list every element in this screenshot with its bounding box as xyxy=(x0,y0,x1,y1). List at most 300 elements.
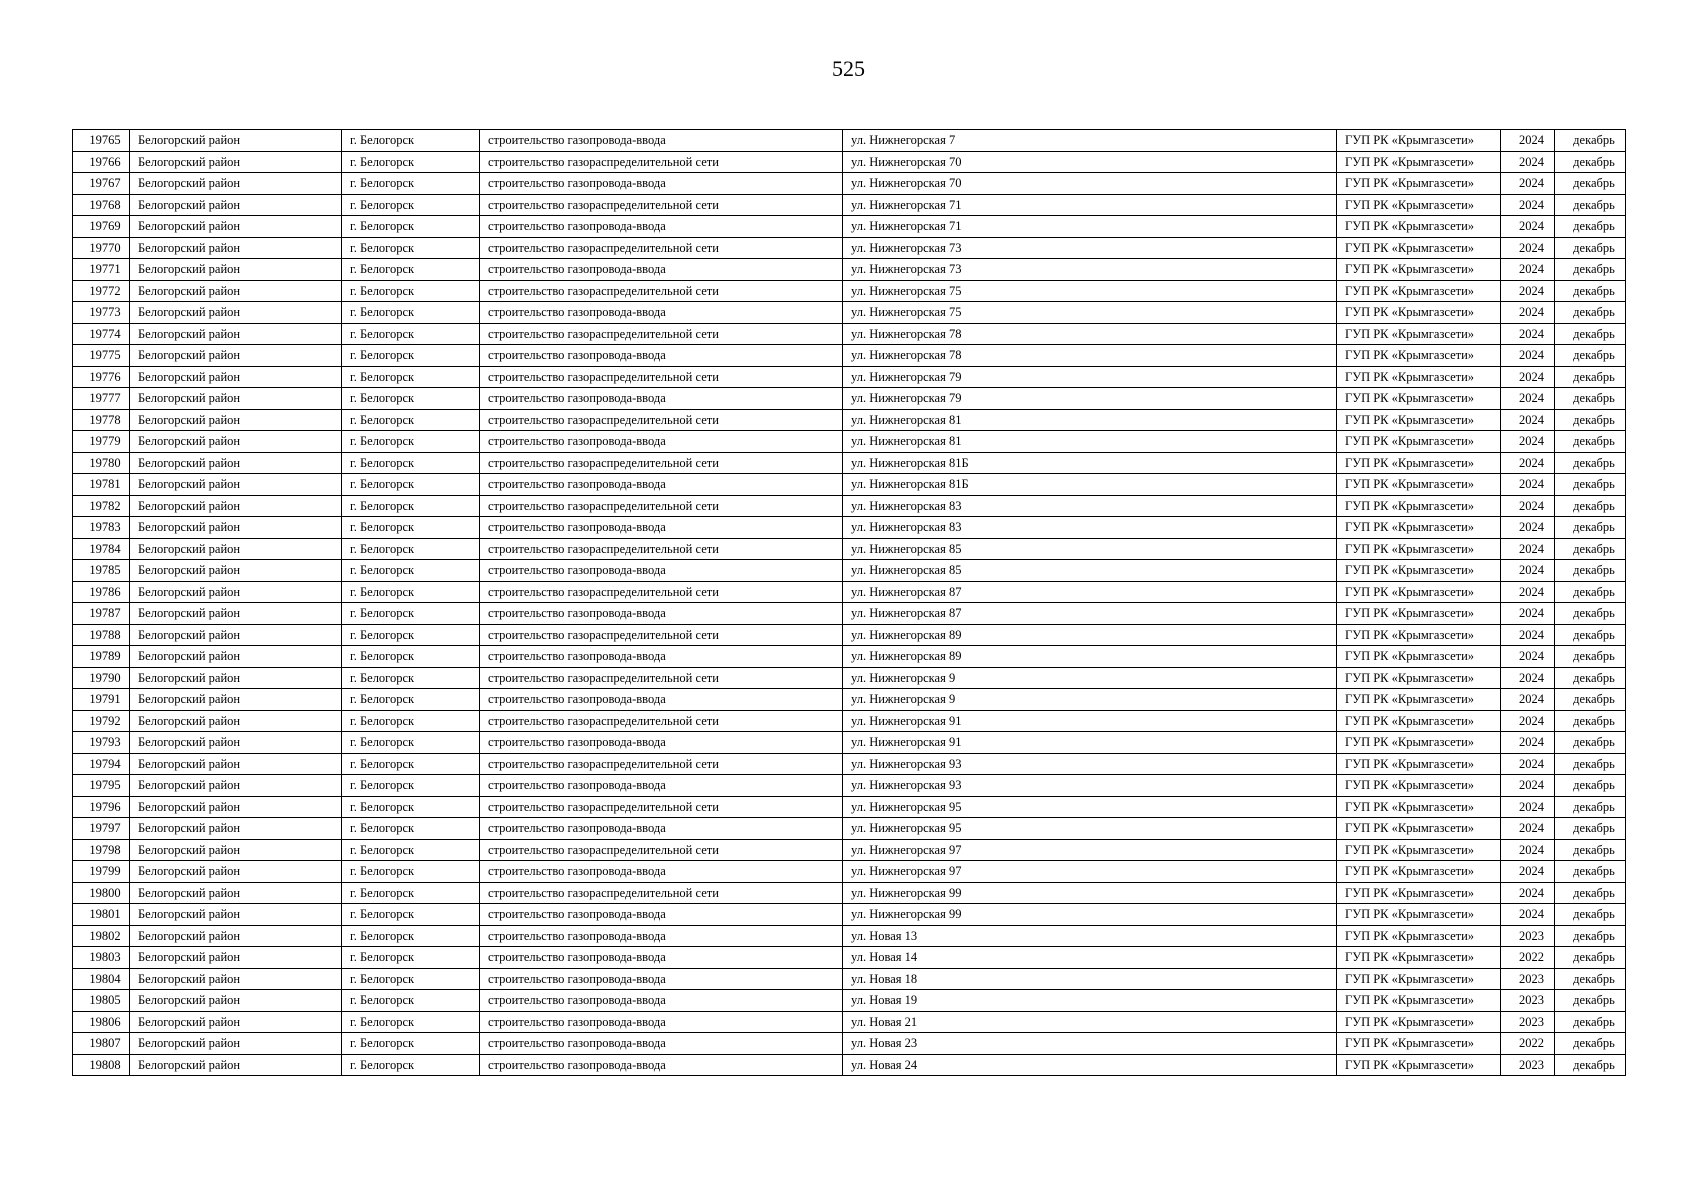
cell-year: 2024 xyxy=(1501,710,1555,732)
cell-row-number: 19800 xyxy=(73,882,130,904)
cell-organization: ГУП РК «Крымгазсети» xyxy=(1337,753,1501,775)
table-row xyxy=(73,280,1626,302)
cell-month: декабрь xyxy=(1555,474,1626,496)
cell-address: ул. Нижнегорская 78 xyxy=(843,345,1337,367)
cell-work-type: строительство газопровода-ввода xyxy=(480,259,843,281)
cell-address: ул. Нижнегорская 87 xyxy=(843,581,1337,603)
cell-month: декабрь xyxy=(1555,216,1626,238)
cell-organization: ГУП РК «Крымгазсети» xyxy=(1337,646,1501,668)
cell-work-type: строительство газораспределительной сети xyxy=(480,624,843,646)
cell-row-number: 19798 xyxy=(73,839,130,861)
cell-row-number: 19779 xyxy=(73,431,130,453)
page-number: 525 xyxy=(832,56,865,81)
cell-work-type: строительство газопровода-ввода xyxy=(480,560,843,582)
table-row xyxy=(73,495,1626,517)
cell-year: 2024 xyxy=(1501,861,1555,883)
cell-district: Белогорский район xyxy=(130,1011,342,1033)
cell-settlement: г. Белогорск xyxy=(342,581,480,603)
cell-settlement: г. Белогорск xyxy=(342,345,480,367)
table-row xyxy=(73,646,1626,668)
table-row xyxy=(73,624,1626,646)
cell-district: Белогорский район xyxy=(130,581,342,603)
cell-year: 2023 xyxy=(1501,1011,1555,1033)
cell-district: Белогорский район xyxy=(130,775,342,797)
cell-address: ул. Нижнегорская 99 xyxy=(843,882,1337,904)
cell-settlement: г. Белогорск xyxy=(342,302,480,324)
cell-work-type: строительство газопровода-ввода xyxy=(480,968,843,990)
cell-settlement: г. Белогорск xyxy=(342,452,480,474)
cell-district: Белогорский район xyxy=(130,259,342,281)
cell-row-number: 19799 xyxy=(73,861,130,883)
cell-settlement: г. Белогорск xyxy=(342,667,480,689)
table-row xyxy=(73,517,1626,539)
cell-settlement: г. Белогорск xyxy=(342,194,480,216)
cell-month: декабрь xyxy=(1555,904,1626,926)
cell-work-type: строительство газораспределительной сети xyxy=(480,581,843,603)
cell-organization: ГУП РК «Крымгазсети» xyxy=(1337,818,1501,840)
cell-district: Белогорский район xyxy=(130,904,342,926)
cell-year: 2024 xyxy=(1501,667,1555,689)
cell-year: 2024 xyxy=(1501,882,1555,904)
cell-month: декабрь xyxy=(1555,624,1626,646)
cell-row-number: 19767 xyxy=(73,173,130,195)
cell-work-type: строительство газопровода-ввода xyxy=(480,130,843,152)
cell-district: Белогорский район xyxy=(130,818,342,840)
cell-organization: ГУП РК «Крымгазсети» xyxy=(1337,280,1501,302)
cell-month: декабрь xyxy=(1555,366,1626,388)
cell-row-number: 19794 xyxy=(73,753,130,775)
cell-address: ул. Нижнегорская 93 xyxy=(843,775,1337,797)
cell-work-type: строительство газопровода-ввода xyxy=(480,925,843,947)
cell-organization: ГУП РК «Крымгазсети» xyxy=(1337,968,1501,990)
cell-organization: ГУП РК «Крымгазсети» xyxy=(1337,517,1501,539)
cell-year: 2024 xyxy=(1501,194,1555,216)
cell-work-type: строительство газопровода-ввода xyxy=(480,947,843,969)
cell-month: декабрь xyxy=(1555,839,1626,861)
cell-address: ул. Нижнегорская 79 xyxy=(843,366,1337,388)
cell-district: Белогорский район xyxy=(130,216,342,238)
cell-row-number: 19771 xyxy=(73,259,130,281)
table-row xyxy=(73,753,1626,775)
cell-row-number: 19770 xyxy=(73,237,130,259)
cell-row-number: 19803 xyxy=(73,947,130,969)
cell-row-number: 19787 xyxy=(73,603,130,625)
cell-address: ул. Нижнегорская 81Б xyxy=(843,474,1337,496)
cell-settlement: г. Белогорск xyxy=(342,689,480,711)
cell-organization: ГУП РК «Крымгазсети» xyxy=(1337,560,1501,582)
cell-organization: ГУП РК «Крымгазсети» xyxy=(1337,581,1501,603)
cell-district: Белогорский район xyxy=(130,474,342,496)
cell-organization: ГУП РК «Крымгазсети» xyxy=(1337,904,1501,926)
cell-settlement: г. Белогорск xyxy=(342,624,480,646)
cell-month: декабрь xyxy=(1555,323,1626,345)
cell-organization: ГУП РК «Крымгазсети» xyxy=(1337,130,1501,152)
cell-month: декабрь xyxy=(1555,968,1626,990)
cell-row-number: 19765 xyxy=(73,130,130,152)
cell-district: Белогорский район xyxy=(130,452,342,474)
cell-row-number: 19782 xyxy=(73,495,130,517)
cell-settlement: г. Белогорск xyxy=(342,130,480,152)
cell-settlement: г. Белогорск xyxy=(342,517,480,539)
cell-settlement: г. Белогорск xyxy=(342,388,480,410)
cell-work-type: строительство газораспределительной сети xyxy=(480,194,843,216)
cell-month: декабрь xyxy=(1555,646,1626,668)
cell-organization: ГУП РК «Крымгазсети» xyxy=(1337,710,1501,732)
cell-district: Белогорский район xyxy=(130,732,342,754)
cell-address: ул. Нижнегорская 75 xyxy=(843,280,1337,302)
cell-district: Белогорский район xyxy=(130,366,342,388)
cell-address: ул. Нижнегорская 7 xyxy=(843,130,1337,152)
cell-settlement: г. Белогорск xyxy=(342,431,480,453)
cell-year: 2024 xyxy=(1501,323,1555,345)
cell-organization: ГУП РК «Крымгазсети» xyxy=(1337,259,1501,281)
cell-address: ул. Нижнегорская 70 xyxy=(843,151,1337,173)
cell-organization: ГУП РК «Крымгазсети» xyxy=(1337,603,1501,625)
cell-month: декабрь xyxy=(1555,452,1626,474)
cell-organization: ГУП РК «Крымгазсети» xyxy=(1337,1033,1501,1055)
cell-month: декабрь xyxy=(1555,775,1626,797)
cell-month: декабрь xyxy=(1555,302,1626,324)
cell-settlement: г. Белогорск xyxy=(342,775,480,797)
cell-district: Белогорский район xyxy=(130,409,342,431)
cell-year: 2024 xyxy=(1501,775,1555,797)
cell-organization: ГУП РК «Крымгазсети» xyxy=(1337,345,1501,367)
table-row xyxy=(73,173,1626,195)
cell-work-type: строительство газопровода-ввода xyxy=(480,216,843,238)
cell-district: Белогорский район xyxy=(130,538,342,560)
cell-row-number: 19805 xyxy=(73,990,130,1012)
cell-settlement: г. Белогорск xyxy=(342,990,480,1012)
cell-organization: ГУП РК «Крымгазсети» xyxy=(1337,452,1501,474)
cell-settlement: г. Белогорск xyxy=(342,646,480,668)
cell-settlement: г. Белогорск xyxy=(342,968,480,990)
cell-organization: ГУП РК «Крымгазсети» xyxy=(1337,388,1501,410)
table-row xyxy=(73,710,1626,732)
cell-row-number: 19791 xyxy=(73,689,130,711)
cell-work-type: строительство газораспределительной сети xyxy=(480,409,843,431)
cell-year: 2024 xyxy=(1501,538,1555,560)
cell-settlement: г. Белогорск xyxy=(342,710,480,732)
cell-settlement: г. Белогорск xyxy=(342,947,480,969)
cell-month: декабрь xyxy=(1555,388,1626,410)
cell-address: ул. Новая 13 xyxy=(843,925,1337,947)
cell-district: Белогорский район xyxy=(130,710,342,732)
cell-district: Белогорский район xyxy=(130,280,342,302)
table-row xyxy=(73,968,1626,990)
cell-settlement: г. Белогорск xyxy=(342,753,480,775)
cell-settlement: г. Белогорск xyxy=(342,1033,480,1055)
cell-month: декабрь xyxy=(1555,237,1626,259)
cell-district: Белогорский район xyxy=(130,753,342,775)
cell-district: Белогорский район xyxy=(130,667,342,689)
cell-address: ул. Нижнегорская 95 xyxy=(843,818,1337,840)
cell-row-number: 19795 xyxy=(73,775,130,797)
table-row xyxy=(73,904,1626,926)
cell-year: 2024 xyxy=(1501,560,1555,582)
table-row xyxy=(73,732,1626,754)
cell-year: 2024 xyxy=(1501,474,1555,496)
cell-settlement: г. Белогорск xyxy=(342,818,480,840)
cell-settlement: г. Белогорск xyxy=(342,237,480,259)
cell-month: декабрь xyxy=(1555,947,1626,969)
cell-settlement: г. Белогорск xyxy=(342,1011,480,1033)
cell-year: 2023 xyxy=(1501,925,1555,947)
cell-address: ул. Новая 21 xyxy=(843,1011,1337,1033)
cell-address: ул. Нижнегорская 78 xyxy=(843,323,1337,345)
table-row xyxy=(73,990,1626,1012)
cell-organization: ГУП РК «Крымгазсети» xyxy=(1337,474,1501,496)
cell-work-type: строительство газораспределительной сети xyxy=(480,710,843,732)
cell-district: Белогорский район xyxy=(130,646,342,668)
cell-month: декабрь xyxy=(1555,560,1626,582)
cell-settlement: г. Белогорск xyxy=(342,366,480,388)
cell-year: 2024 xyxy=(1501,796,1555,818)
cell-month: декабрь xyxy=(1555,517,1626,539)
cell-district: Белогорский район xyxy=(130,345,342,367)
cell-year: 2024 xyxy=(1501,904,1555,926)
cell-work-type: строительство газораспределительной сети xyxy=(480,280,843,302)
cell-row-number: 19785 xyxy=(73,560,130,582)
cell-year: 2024 xyxy=(1501,452,1555,474)
cell-organization: ГУП РК «Крымгазсети» xyxy=(1337,323,1501,345)
cell-year: 2024 xyxy=(1501,581,1555,603)
cell-year: 2022 xyxy=(1501,1033,1555,1055)
cell-district: Белогорский район xyxy=(130,194,342,216)
cell-work-type: строительство газораспределительной сети xyxy=(480,495,843,517)
cell-address: ул. Нижнегорская 81 xyxy=(843,409,1337,431)
cell-district: Белогорский район xyxy=(130,796,342,818)
cell-month: декабрь xyxy=(1555,732,1626,754)
cell-row-number: 19775 xyxy=(73,345,130,367)
cell-month: декабрь xyxy=(1555,667,1626,689)
table-row xyxy=(73,796,1626,818)
table-row xyxy=(73,474,1626,496)
cell-district: Белогорский район xyxy=(130,968,342,990)
cell-month: декабрь xyxy=(1555,194,1626,216)
table-row xyxy=(73,603,1626,625)
cell-row-number: 19773 xyxy=(73,302,130,324)
cell-address: ул. Нижнегорская 71 xyxy=(843,194,1337,216)
cell-year: 2024 xyxy=(1501,345,1555,367)
cell-year: 2024 xyxy=(1501,753,1555,775)
table-row xyxy=(73,1011,1626,1033)
cell-year: 2024 xyxy=(1501,151,1555,173)
cell-work-type: строительство газопровода-ввода xyxy=(480,345,843,367)
cell-address: ул. Нижнегорская 89 xyxy=(843,624,1337,646)
cell-year: 2024 xyxy=(1501,646,1555,668)
cell-district: Белогорский район xyxy=(130,689,342,711)
cell-work-type: строительство газопровода-ввода xyxy=(480,1033,843,1055)
table-row xyxy=(73,882,1626,904)
cell-work-type: строительство газопровода-ввода xyxy=(480,388,843,410)
cell-address: ул. Нижнегорская 71 xyxy=(843,216,1337,238)
cell-settlement: г. Белогорск xyxy=(342,323,480,345)
cell-settlement: г. Белогорск xyxy=(342,259,480,281)
table-row xyxy=(73,259,1626,281)
cell-district: Белогорский район xyxy=(130,947,342,969)
cell-settlement: г. Белогорск xyxy=(342,173,480,195)
cell-row-number: 19804 xyxy=(73,968,130,990)
cell-year: 2024 xyxy=(1501,302,1555,324)
cell-work-type: строительство газопровода-ввода xyxy=(480,646,843,668)
cell-month: декабрь xyxy=(1555,882,1626,904)
cell-address: ул. Нижнегорская 75 xyxy=(843,302,1337,324)
cell-month: декабрь xyxy=(1555,796,1626,818)
cell-year: 2023 xyxy=(1501,968,1555,990)
cell-settlement: г. Белогорск xyxy=(342,796,480,818)
cell-work-type: строительство газопровода-ввода xyxy=(480,603,843,625)
cell-organization: ГУП РК «Крымгазсети» xyxy=(1337,194,1501,216)
cell-month: декабрь xyxy=(1555,753,1626,775)
cell-organization: ГУП РК «Крымгазсети» xyxy=(1337,990,1501,1012)
cell-row-number: 19792 xyxy=(73,710,130,732)
cell-organization: ГУП РК «Крымгазсети» xyxy=(1337,237,1501,259)
table-row xyxy=(73,216,1626,238)
cell-month: декабрь xyxy=(1555,431,1626,453)
registry-table xyxy=(72,129,1626,1076)
cell-row-number: 19797 xyxy=(73,818,130,840)
table-row xyxy=(73,560,1626,582)
cell-district: Белогорский район xyxy=(130,431,342,453)
cell-year: 2024 xyxy=(1501,818,1555,840)
cell-row-number: 19806 xyxy=(73,1011,130,1033)
cell-row-number: 19778 xyxy=(73,409,130,431)
cell-settlement: г. Белогорск xyxy=(342,409,480,431)
table-row xyxy=(73,1054,1626,1076)
cell-month: декабрь xyxy=(1555,603,1626,625)
table-row xyxy=(73,947,1626,969)
table-row xyxy=(73,538,1626,560)
cell-year: 2024 xyxy=(1501,495,1555,517)
cell-row-number: 19786 xyxy=(73,581,130,603)
cell-settlement: г. Белогорск xyxy=(342,280,480,302)
cell-address: ул. Нижнегорская 91 xyxy=(843,710,1337,732)
registry-body xyxy=(73,130,1626,1076)
table-row xyxy=(73,388,1626,410)
table-row xyxy=(73,925,1626,947)
cell-organization: ГУП РК «Крымгазсети» xyxy=(1337,173,1501,195)
table-row xyxy=(73,345,1626,367)
cell-year: 2023 xyxy=(1501,1054,1555,1076)
cell-address: ул. Нижнегорская 85 xyxy=(843,538,1337,560)
cell-row-number: 19766 xyxy=(73,151,130,173)
cell-address: ул. Нижнегорская 97 xyxy=(843,839,1337,861)
cell-settlement: г. Белогорск xyxy=(342,925,480,947)
cell-district: Белогорский район xyxy=(130,130,342,152)
cell-organization: ГУП РК «Крымгазсети» xyxy=(1337,409,1501,431)
cell-work-type: строительство газопровода-ввода xyxy=(480,173,843,195)
table-row xyxy=(73,839,1626,861)
cell-month: декабрь xyxy=(1555,151,1626,173)
cell-month: декабрь xyxy=(1555,1033,1626,1055)
cell-work-type: строительство газопровода-ввода xyxy=(480,689,843,711)
table-row xyxy=(73,1033,1626,1055)
cell-work-type: строительство газопровода-ввода xyxy=(480,517,843,539)
cell-district: Белогорский район xyxy=(130,603,342,625)
cell-organization: ГУП РК «Крымгазсети» xyxy=(1337,538,1501,560)
cell-district: Белогорский район xyxy=(130,302,342,324)
cell-work-type: строительство газопровода-ввода xyxy=(480,990,843,1012)
cell-row-number: 19801 xyxy=(73,904,130,926)
cell-district: Белогорский район xyxy=(130,990,342,1012)
cell-year: 2024 xyxy=(1501,216,1555,238)
cell-address: ул. Нижнегорская 87 xyxy=(843,603,1337,625)
cell-month: декабрь xyxy=(1555,538,1626,560)
cell-year: 2024 xyxy=(1501,280,1555,302)
cell-month: декабрь xyxy=(1555,581,1626,603)
cell-work-type: строительство газопровода-ввода xyxy=(480,775,843,797)
cell-settlement: г. Белогорск xyxy=(342,216,480,238)
cell-settlement: г. Белогорск xyxy=(342,732,480,754)
cell-address: ул. Новая 19 xyxy=(843,990,1337,1012)
cell-work-type: строительство газораспределительной сети xyxy=(480,237,843,259)
cell-address: ул. Нижнегорская 70 xyxy=(843,173,1337,195)
cell-address: ул. Нижнегорская 81Б xyxy=(843,452,1337,474)
cell-year: 2024 xyxy=(1501,689,1555,711)
table-row xyxy=(73,861,1626,883)
cell-address: ул. Нижнегорская 83 xyxy=(843,495,1337,517)
cell-year: 2024 xyxy=(1501,237,1555,259)
table-row xyxy=(73,581,1626,603)
cell-organization: ГУП РК «Крымгазсети» xyxy=(1337,431,1501,453)
cell-district: Белогорский район xyxy=(130,388,342,410)
cell-organization: ГУП РК «Крымгазсети» xyxy=(1337,1011,1501,1033)
cell-month: декабрь xyxy=(1555,259,1626,281)
cell-work-type: строительство газопровода-ввода xyxy=(480,1011,843,1033)
cell-month: декабрь xyxy=(1555,345,1626,367)
cell-address: ул. Нижнегорская 99 xyxy=(843,904,1337,926)
cell-address: ул. Нижнегорская 73 xyxy=(843,237,1337,259)
cell-organization: ГУП РК «Крымгазсети» xyxy=(1337,495,1501,517)
cell-settlement: г. Белогорск xyxy=(342,861,480,883)
cell-organization: ГУП РК «Крымгазсети» xyxy=(1337,861,1501,883)
cell-address: ул. Новая 23 xyxy=(843,1033,1337,1055)
cell-month: декабрь xyxy=(1555,861,1626,883)
cell-work-type: строительство газопровода-ввода xyxy=(480,302,843,324)
cell-month: декабрь xyxy=(1555,1054,1626,1076)
cell-month: декабрь xyxy=(1555,689,1626,711)
cell-settlement: г. Белогорск xyxy=(342,1054,480,1076)
table-row xyxy=(73,667,1626,689)
cell-district: Белогорский район xyxy=(130,839,342,861)
table-row xyxy=(73,194,1626,216)
cell-month: декабрь xyxy=(1555,409,1626,431)
cell-district: Белогорский район xyxy=(130,495,342,517)
cell-district: Белогорский район xyxy=(130,173,342,195)
cell-row-number: 19781 xyxy=(73,474,130,496)
cell-organization: ГУП РК «Крымгазсети» xyxy=(1337,882,1501,904)
cell-address: ул. Нижнегорская 73 xyxy=(843,259,1337,281)
cell-district: Белогорский район xyxy=(130,861,342,883)
cell-year: 2024 xyxy=(1501,624,1555,646)
cell-address: ул. Нижнегорская 83 xyxy=(843,517,1337,539)
cell-address: ул. Нижнегорская 91 xyxy=(843,732,1337,754)
cell-settlement: г. Белогорск xyxy=(342,474,480,496)
cell-work-type: строительство газопровода-ввода xyxy=(480,861,843,883)
cell-address: ул. Нижнегорская 97 xyxy=(843,861,1337,883)
cell-organization: ГУП РК «Крымгазсети» xyxy=(1337,796,1501,818)
table-row xyxy=(73,151,1626,173)
cell-organization: ГУП РК «Крымгазсети» xyxy=(1337,667,1501,689)
cell-address: ул. Новая 14 xyxy=(843,947,1337,969)
cell-work-type: строительство газораспределительной сети xyxy=(480,538,843,560)
cell-work-type: строительство газораспределительной сети xyxy=(480,796,843,818)
cell-row-number: 19789 xyxy=(73,646,130,668)
cell-year: 2024 xyxy=(1501,517,1555,539)
cell-settlement: г. Белогорск xyxy=(342,882,480,904)
cell-year: 2024 xyxy=(1501,173,1555,195)
cell-work-type: строительство газораспределительной сети xyxy=(480,839,843,861)
